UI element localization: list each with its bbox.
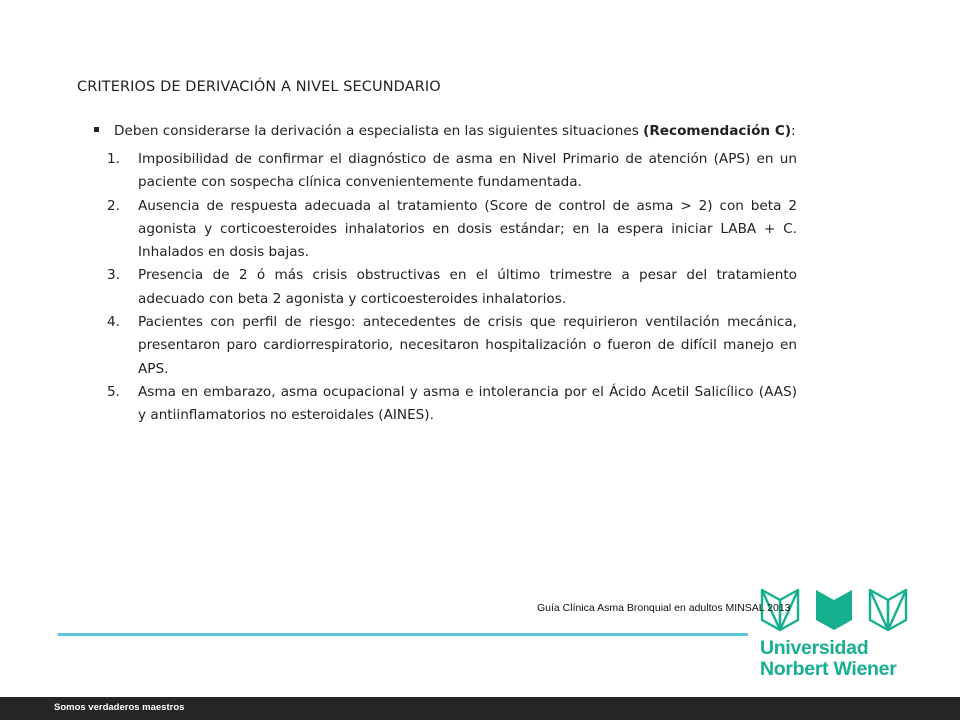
list-item	[107, 148, 797, 195]
item-text: Presencia de 2 ó más crisis obstructivas en el último trimestre a pesar del tratamiento adecuado con beta 2 agonista y corticoesteroides inhalatorios.	[138, 267, 797, 307]
slide-title: CRITERIOS DE DERIVACIÓN A NIVEL SECUNDARIO	[77, 79, 441, 95]
source-caption: Guía Clínica Asma Bronquial en adultos MINSAL 2013	[537, 602, 791, 614]
item-number: 1.	[107, 151, 120, 167]
list-item	[107, 381, 797, 428]
logo-line-2: Norbert Wiener	[760, 658, 897, 680]
item-text: Asma en embarazo, asma ocupacional y asma e intolerancia por el Ácido Acetil Salicílico (AAS) y antiinflamatorios no esteroidales (AINES).	[138, 383, 797, 424]
main-bullet	[94, 123, 796, 139]
university-logo	[760, 584, 910, 684]
item-number: 5.	[107, 383, 120, 400]
logo-line-1: Universidad	[760, 637, 869, 659]
list-item	[107, 195, 797, 265]
item-text: Ausencia de respuesta adecuada al tratamiento (Score de control de asma > 2) con beta 2 agonista y corticoesteroides inhalatorios en dosis estándar; en la espera iniciar LABA + C. Inhalados en dosis bajas.	[138, 197, 797, 261]
item-text: Imposibilidad de confirmar el diagnóstico de asma en Nivel Primario de atención (APS) en un paciente con sospecha clínica convenientemente fundamentada.	[138, 151, 797, 191]
criteria-list	[107, 148, 797, 428]
logo-wordmark	[760, 638, 910, 680]
item-number: 3.	[107, 267, 120, 284]
recommendation-label: (Recomendación C)	[643, 123, 792, 139]
square-bullet-icon	[94, 127, 99, 132]
list-item	[107, 264, 797, 311]
footer-bar	[0, 697, 960, 720]
divider-line	[58, 633, 748, 636]
list-item	[107, 311, 797, 381]
item-number: 2.	[107, 197, 120, 214]
bullet-text: Deben considerarse la derivación a especialista en las siguientes situaciones	[114, 123, 644, 139]
bullet-end: :	[791, 123, 796, 139]
item-text: Pacientes con perfil de riesgo: antecedentes de crisis que requirieron ventilación mecánica, presentaron paro cardiorrespiratorio, necesitaron hospitalización o fueron de difícil manejo en APS.	[138, 314, 797, 377]
item-number: 4.	[107, 314, 120, 331]
footer-tagline: Somos verdaderos maestros	[54, 702, 185, 713]
